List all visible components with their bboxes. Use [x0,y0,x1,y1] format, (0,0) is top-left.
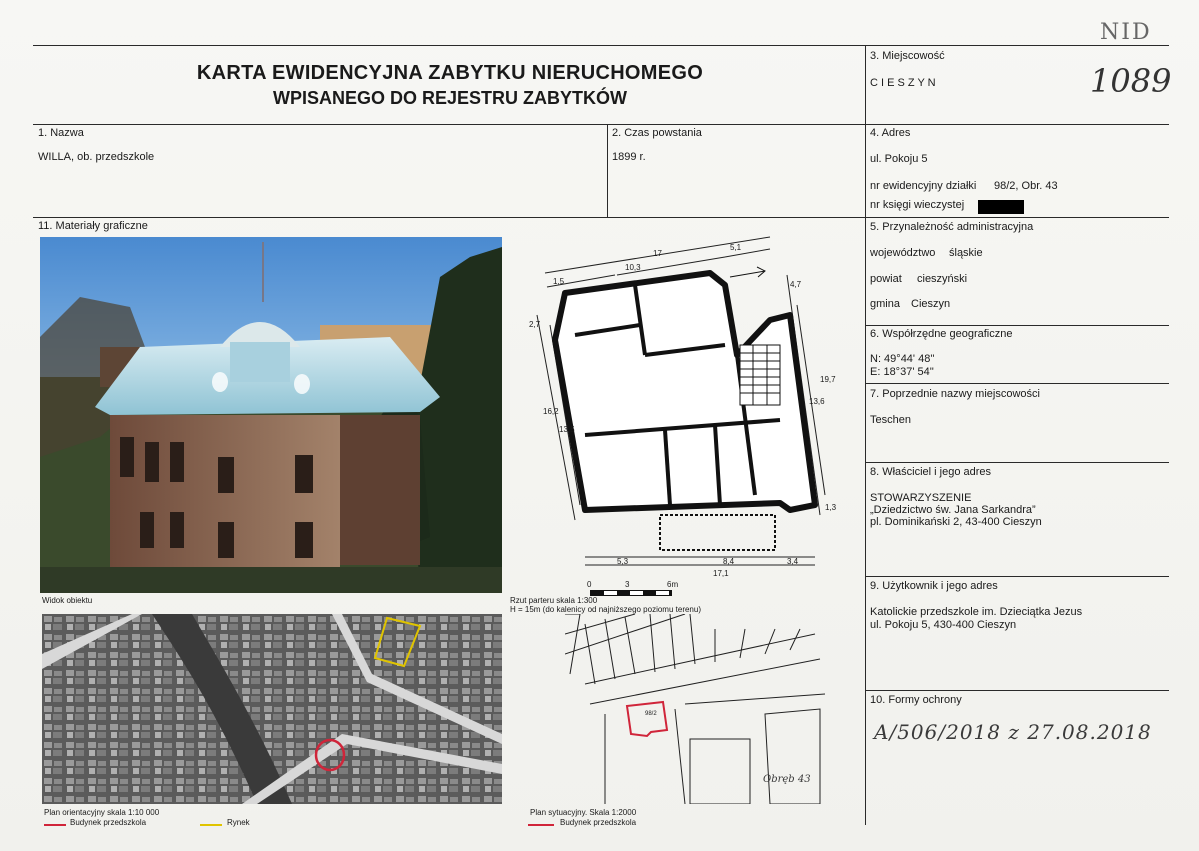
protection-label: 10. Formy ochrony [870,694,962,706]
card-subtitle: WPISANEGO DO REJESTRU ZABYTKÓW [272,88,627,108]
record-number: 1089 [1090,62,1172,100]
legend-building: Budynek przedszkola [70,818,147,827]
address-label: 4. Adres [870,127,911,139]
scale-3: 3 [625,580,630,589]
legend-yellow-line [200,824,222,826]
dim-left-top: 2,7 [529,320,541,329]
card-title: KARTA EWIDENCYJNA ZABYTKU NIERUCHOMEGO [196,62,704,84]
dim-bottom-left: 5,3 [617,557,629,566]
voivodeship-value: śląskie [949,247,983,259]
dim-right-bottom: 1,3 [825,503,837,512]
user-line1: Katolickie przedszkole im. Dzieciątka Jezus [870,606,1083,618]
commune-label: gmina [870,298,900,310]
owner-line2: „Dziedzictwo św. Jana Sarkandra” [870,504,1036,516]
villa-photo [40,237,502,593]
floor-plan [525,225,845,595]
county-value: cieszyński [917,273,968,285]
date-label: 2. Czas powstania [612,127,702,139]
dim-top-mid: 10,3 [625,263,641,272]
user-label: 9. Użytkownik i jego adres [870,580,998,592]
protection-value: A/506/2018 z 27.08.2018 [874,720,1152,744]
dim-bottom-total: 17,1 [713,569,729,578]
former-names-value: Teschen [870,414,911,426]
dim-top-total: 17 [653,249,662,258]
voivodeship-label: województwo [870,247,936,259]
dim-bottom-mid: 8,4 [723,557,735,566]
site-caption: Plan sytuacyjny. Skala 1:2000 [530,808,637,817]
owner-line3: pl. Dominikański 2, 43-400 Cieszyn [870,516,1042,528]
owner-line1: STOWARZYSZENIE [870,492,972,504]
former-names-label: 7. Poprzednie nazwy miejscowości [870,388,1040,400]
coord-n: N: 49°44' 48'' [870,353,935,365]
coords-label: 6. Współrzędne geograficzne [870,328,1013,340]
address-street: ul. Pokoju 5 [870,153,928,165]
name-label: 1. Nazwa [38,127,84,139]
admin-label: 5. Przynależność administracyjna [870,221,1034,233]
photo-caption: Widok obiektu [42,596,93,605]
site-legend-building: Budynek przedszkola [560,818,637,827]
nid-stamp: NID [1100,20,1152,45]
coord-e: E: 18°37' 54'' [870,366,934,378]
locality-value: C I E S Z Y N [870,77,936,89]
scale-0: 0 [587,580,592,589]
site-district-label: Obręb 43 [763,774,811,785]
dim-top-right: 5,1 [730,243,742,252]
site-plan [565,614,825,804]
scale-6: 6m [667,580,679,589]
dim-left-inner: 13,5 [559,425,575,434]
user-line2: ul. Pokoju 5, 430-400 Cieszyn [870,619,1017,631]
graphics-label: 11. Materiały graficzne [38,220,148,232]
redaction-bar [978,200,1024,214]
plan-scale-bar [590,590,672,596]
orientation-caption: Plan orientacyjny skala 1:10 000 [44,808,160,817]
site-legend-red-line [528,824,554,826]
dim-top-left: 1,5 [553,277,565,286]
plan-caption-1: Rzut parteru skala 1:300 [510,596,598,605]
dim-right-inner: 13,6 [809,397,825,406]
dim-bottom-right: 3,4 [787,557,799,566]
legend-market: Rynek [227,818,250,827]
locality-label: 3. Miejscowość [870,50,945,62]
dim-right-top: 4,7 [790,280,802,289]
plot-value: 98/2, Obr. 43 [994,180,1058,192]
dim-right-outer: 19,7 [820,375,836,384]
site-plot-label: 98/2 [645,711,657,717]
county-label: powiat [870,273,902,285]
legend-red-line [44,824,66,826]
commune-value: Cieszyn [911,298,951,310]
plan-caption-2: H = 15m (do kalenicy od najniższego poziomu terenu) [510,605,701,614]
land-register-label: nr księgi wieczystej [870,199,965,211]
owner-label: 8. Właściciel i jego adres [870,466,992,478]
name-value: WILLA, ob. przedszkole [38,151,155,163]
dim-left-outer: 16,2 [543,407,559,416]
plot-label: nr ewidencyjny działki [870,180,977,192]
date-value: 1899 r. [612,151,646,163]
orientation-map [42,614,502,804]
